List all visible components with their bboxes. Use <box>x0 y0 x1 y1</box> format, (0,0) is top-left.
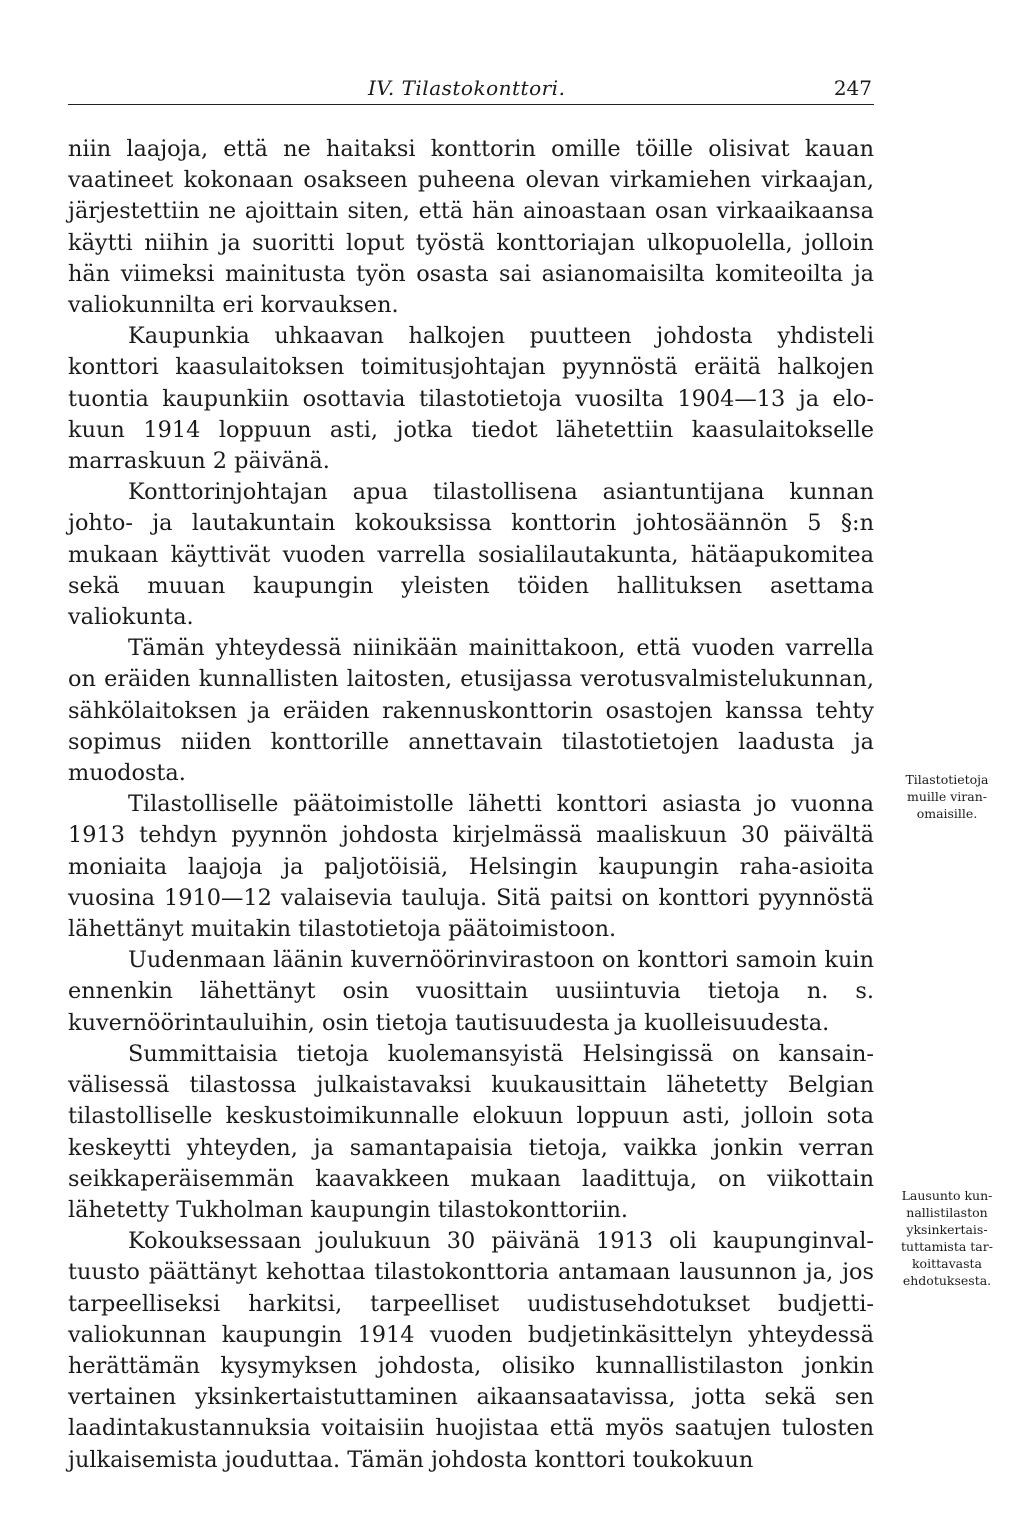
header-divider <box>68 104 874 105</box>
page-number: 247 <box>833 76 872 100</box>
paragraph-4: Tämän yhteydessä niinikään mainittakoon, että vuoden varrella on eräiden kunnallisten laitosten, etusijassa verotusvalmistelukunnan, sähkölaitoksen ja eräiden rakennuskonttorin osastojen kanssa tehty sopimus niiden konttorille annettavain tilastotietojen laadusta ja muodosta. <box>68 635 874 787</box>
running-header <box>68 76 872 106</box>
paragraph-7: Summittaisia tietoja kuolemansyistä Helsingissä on kansainvälisessä tilastossa julkaistavaksi kuukausittain lähetetty Belgian tilastolliselle keskustoimikunnalle elokuun loppuun asti, jolloin sota keskeytti yhteyden, ja samantapaisia tietoja, vaikka jonkin verran seikkaperäisemmän kaavakkeen mukaan laadittuja, on viikottain lähetetty Tukholman kaupungin tilastokonttoriin. <box>68 1040 874 1223</box>
margin-note-statistics: Tilastotietoja muille viranomaisille. <box>905 772 989 821</box>
paragraph-1: niin laajoja, että ne haitaksi konttorin omille töille olisivat kauan vaatineet kokonaan osakseen puheena olevan virkamiehen virkaajan, järjestettiin ne ajoittain siten, että hän ainoastaan osan virkaaikaansa käytti niihin ja suoritti loput työstä konttoriajan ulkopuolella, jolloin hän viimeksi mainitusta työn osasta sai asianomaisilta komiteoilta ja valiokunnilta eri korvauksen. <box>68 136 874 319</box>
chapter-title: IV. Tilastokonttori. <box>368 76 566 100</box>
paragraph-3: Konttorinjohtajan apua tilastollisena asiantuntijana kunnan johto- ja lautakuntain kokouksissa konttorin johtosäännön 5 §:n mukaan käyttivät vuoden varrella sosialilautakunta, hätäapukomitea sekä muuan kaupungin yleisten töiden hallituksen asettama valiokunta. <box>68 479 874 631</box>
main-text <box>68 134 874 1476</box>
paragraph-6: Uudenmaan läänin kuvernöörinvirastoon on konttori samoin kuin ennenkin lähettänyt osin vuosittain uusiintuvia tietoja n. s. kuvernöörintauluihin, osin tietoja tautisuudesta ja kuolleisuudesta. <box>68 947 874 1036</box>
paragraph-5: Tilastolliselle päätoimistolle lähetti konttori asiasta jo vuonna 1913 tehdyn pyynnön johdosta kirjelmässä maaliskuun 30 päivältä moniaita laajoja ja paljotöisiä, Helsingin kaupungin raha-asioita vuosina 1910—12 valaisevia tauluja. Sitä paitsi on konttori pyynnöstä lähettänyt muitakin tilastotietoja päätoimistoon. <box>68 791 874 943</box>
paragraph-2: Kaupunkia uhkaavan halkojen puutteen johdosta yhdisteli konttori kaasulaitoksen toimitusjohtajan pyynnöstä eräitä halkojen tuontia kaupunkiin osottavia tilastotietoja vuosilta 1904—13 ja elokuun 1914 loppuun asti, jotka tiedot lähetettiin kaasulaitokselle marraskuun 2 päivänä. <box>68 323 874 475</box>
paragraph-8: Kokouksessaan joulukuun 30 päivänä 1913 oli kaupunginvaltuusto päättänyt kehottaa tilastokonttoria antamaan lausunnon ja, jos tarpeelliseksi harkitsi, tarpeelliset uudistusehdotukset budjettivaliokunnan kaupungin 1914 vuoden budjetinkäsittelyn yhteydessä herättämän kysymyksen johdosta, olisiko kunnallistilaston jonkin vertainen yksinkertaistuttaminen aikaansaatavissa, jotta sekä sen laadintakustannuksia voitaisiin huojistaa että myös saatujen tulosten julkaisemista jouduttaa. Tämän johdosta konttori toukokuun <box>68 1228 874 1473</box>
margin-note-statement: Lausunto kunnallistilaston yksinkertaistuttamista tarkoittavasta ehdotuksesta. <box>901 1188 993 1288</box>
